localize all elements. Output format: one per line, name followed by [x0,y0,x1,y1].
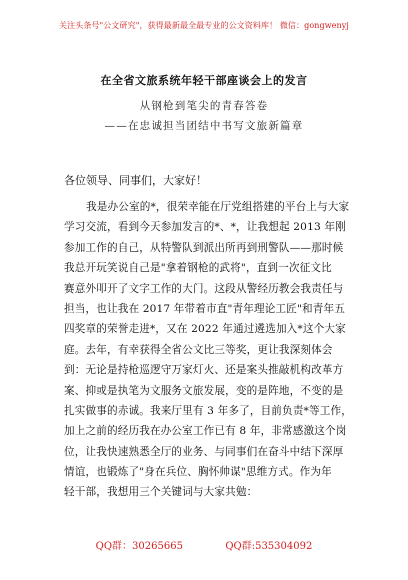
paragraph-line: 参加工作的自己，从特警队到派出所再到刑警队——那时候 [64,241,344,254]
paragraph-line: 情谊，也锻炼了"身在兵位、胸怀帅谋"思维方式。作为年 [64,466,332,479]
qq-group-1: QQ群：30265665 [95,541,183,552]
qq-group-2: QQ群:535304092 [225,541,313,552]
body-paragraph [64,197,352,503]
paragraph-line: 加上之前的经历我在办公室工作已有 8 年，非常感激这个岗 [64,425,347,438]
paragraph-line: 担当，也让我在 2017 年带着市直"青年理论工匠"和青年五 [64,302,346,315]
promo-banner: 关注头条号"公文研究"，获得最新最全最专业的公文资料库！ 微信：gongwenyj [59,21,349,30]
paragraph-line: 到：无论是持枪巡逻守万家灯火、还是案头推敲机构改革方 [64,364,344,377]
paragraph-line: 赛意外叩开了文字工作的大门。这段从警经历教会我责任与 [64,282,344,295]
paragraph-line: 轻干部，我想用三个关键词与大家共勉： [64,486,258,499]
paragraph-line: 位，让我快速熟悉全厅的业务、与同事们在奋斗中结下深厚 [64,445,344,458]
paragraph-line: 我总开玩笑说自己是"拿着钢枪的武将"，直到一次征文比 [64,262,332,275]
greeting-text: 各位领导、同事们，大家好！ [64,174,207,187]
paragraph-line: 学习交流，看到今天参加发言的*、*，让我想起 2013 年刚 [64,221,346,234]
paragraph-line: 扎实做事的赤诚。我来厅里有 3 年多了，目前负责*等工作， [64,404,352,417]
paragraph-line: 案、抑或是执笔为文服务文旅发展，变的是阵地，不变的是 [64,384,344,397]
qq-group-footer [0,537,408,552]
paragraph-line: 四奖章的荣誉走进*，又在 2022 年通过遴选加入*这个大家 [64,323,346,336]
paragraph-line: 我是办公室的*，很荣幸能在厅党组搭建的平台上与大家 [86,201,350,213]
paragraph-line: 庭。去年，有幸获得全省公文比三等奖，更让我深刻体会 [64,343,333,356]
document-subtitle-1: 从钢枪到笔尖的青春答卷 [139,100,269,112]
document-subtitle-2: ——在忠诚担当团结中书写文旅新篇章 [104,120,304,132]
document-title: 在全省文旅系统年轻干部座谈会上的发言 [100,74,308,87]
